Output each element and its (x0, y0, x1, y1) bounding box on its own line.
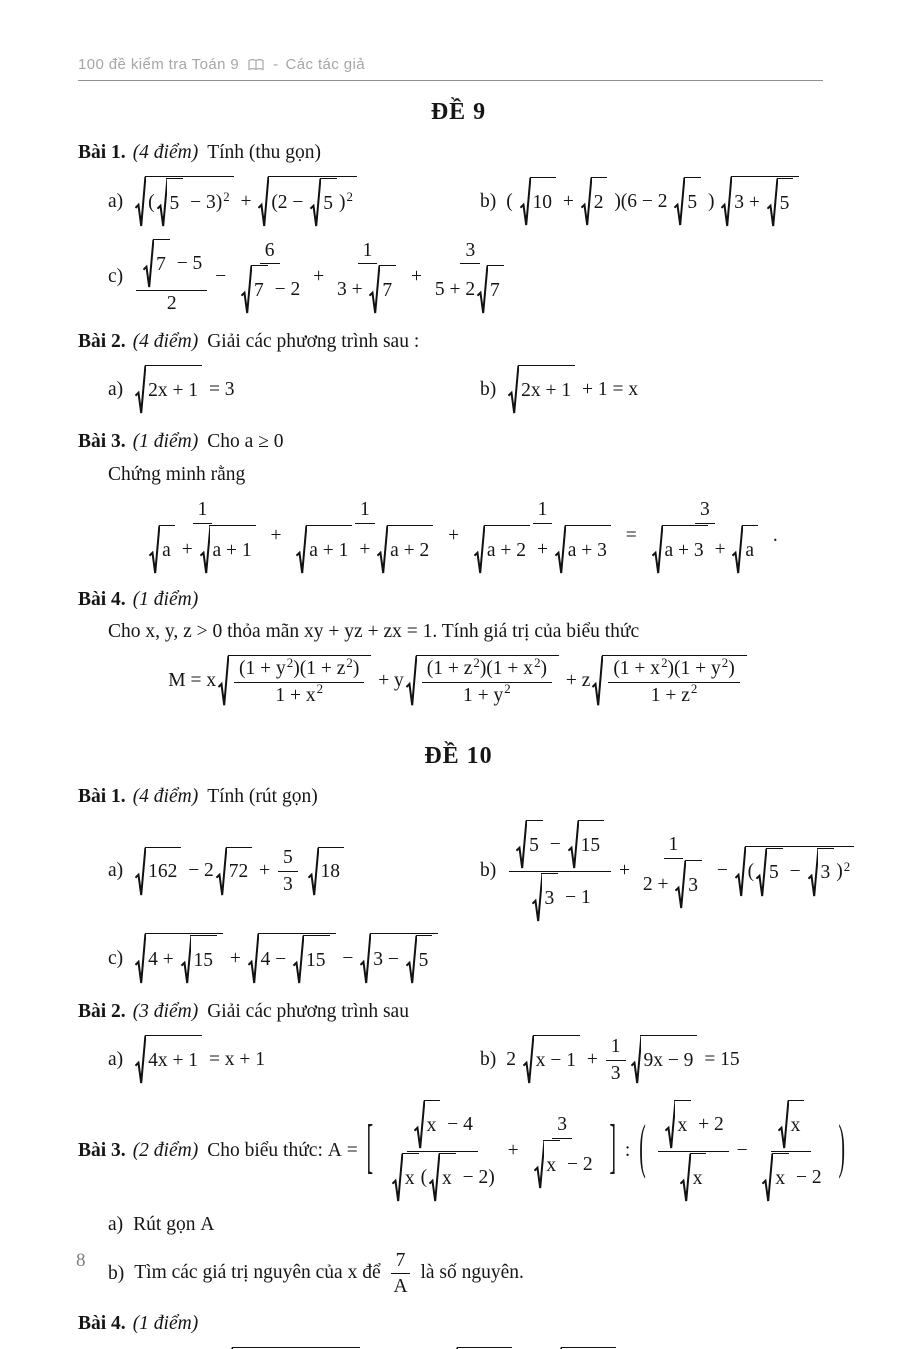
fraction: 1 a + 1 + a + 2 (289, 498, 440, 574)
text-line: Cho x, y, z > 0 thỏa mãn xy + yz + zx = 1. Tính giá trị của biểu thức (108, 621, 640, 643)
fraction: $\frac{1}{3}$ (606, 1035, 626, 1085)
part-label: c) (108, 265, 124, 287)
problem (78, 1313, 839, 1349)
problem (78, 1000, 839, 1085)
part-expression: ( 5 − 3) 2 + (2 − 5 ) 2 (133, 176, 359, 228)
sqrt-radical: a (732, 525, 758, 575)
sqrt-radical: 5 (157, 178, 184, 228)
superscript: 2 (721, 656, 729, 671)
problem-header (78, 430, 839, 454)
superscript: 2 (661, 656, 668, 671)
problem-points: (1 điểm) (132, 431, 199, 453)
sqrt-radical: a + 3 (555, 525, 611, 575)
superscript: 2 (346, 656, 353, 671)
problem-parts-row (78, 1249, 839, 1299)
sqrt-radical: 7 (143, 239, 170, 289)
part-expression: 7 − 5 2 − 6 7 − 2 + 1 3 + 7 + 3 5 + 2 7 (133, 239, 514, 315)
problem-parts-row (78, 933, 839, 985)
sqrt-radical: 5 (767, 178, 794, 228)
text-line: Chứng minh rằng (108, 464, 246, 486)
big-delimiter: ] (609, 1116, 617, 1182)
test-section (78, 742, 851, 1349)
problem-part (108, 1035, 480, 1085)
problem-label: Bài 1. (78, 786, 126, 808)
problem-intro: Giải các phương trình sau : (207, 330, 420, 352)
sqrt-radical: 3 (675, 860, 702, 910)
problem-intro: Cho a ≥ 0 (207, 430, 284, 452)
header-separator: - (273, 56, 279, 73)
fraction: 3 x − 2 (527, 1113, 598, 1189)
superscript: 2 (690, 682, 698, 697)
problem-label: Bài 4. (78, 1313, 126, 1335)
sqrt-radical: 3 − 5 (360, 933, 438, 985)
sqrt-radical: 4 − 15 (248, 933, 336, 985)
sqrt-radical: a + 2 (377, 525, 433, 575)
sqrt-radical: 7 (241, 265, 268, 315)
sqrt-radical: 3 + 5 (721, 176, 799, 228)
part-label: b) (480, 860, 497, 882)
problem-parts-row (78, 1035, 839, 1085)
part-label: a) (108, 1049, 124, 1071)
problem-part (108, 1213, 214, 1237)
problem-intro: Tính (thu gọn) (207, 142, 321, 163)
problem-header (78, 330, 839, 354)
superscript: 2 (473, 656, 480, 671)
problem-part (108, 933, 440, 985)
sqrt-radical: 7 (477, 265, 504, 315)
fraction: 5 − 15 3 − 1 (509, 820, 611, 922)
problem-part (108, 846, 480, 896)
fraction: 1 a + a + 1 (142, 498, 262, 574)
problem-label: Bài 1. (78, 142, 126, 164)
problem (78, 785, 851, 985)
problem (78, 589, 839, 707)
sqrt-radical: x (429, 1153, 456, 1203)
part-expression: Tìm các giá trị nguyên của x để $\frac{7}{A}$ là số nguyên. (134, 1249, 524, 1298)
problem-parts-row (78, 820, 851, 922)
part-expression: 2x + 1 + 1 = x (506, 365, 638, 415)
fraction: x + 2 x (658, 1100, 729, 1202)
problem (78, 430, 839, 574)
sqrt-radical: 10 (520, 177, 556, 227)
sqrt-radical: a (149, 525, 175, 575)
book-title: 100 đề kiểm tra Toán 9 (78, 56, 240, 73)
sqrt-radical: 162 (135, 847, 181, 897)
sqrt-radical (218, 655, 371, 707)
test-title: ĐỀ 10 (424, 742, 493, 769)
problem (78, 141, 839, 315)
problem-parts-row (78, 239, 839, 315)
sqrt-radical: 2x + 1 (135, 365, 202, 415)
sqrt-radical: x (680, 1153, 707, 1203)
problem-points: (1 điểm) (132, 1313, 199, 1335)
fraction: 6 7 − 2 (234, 239, 305, 315)
part-expression: ( 10 + 2 )(6 − 2 5 ) 3 + 5 (506, 176, 801, 228)
sqrt-radical: 5 (516, 820, 543, 870)
sqrt-radical: 5 (756, 848, 783, 898)
sqrt-radical: 5 (406, 935, 433, 985)
equation-line (78, 498, 839, 574)
problem-header (78, 1313, 839, 1335)
sqrt-radical: a + 1 (200, 525, 256, 575)
problem-intro: Cho biểu thức: A = [ x − 4 x ( x − 2) + 3 x − 2 ] : ( x + 2 x − x x − 2 ) (207, 1100, 849, 1202)
big-delimiter: ( (639, 1116, 646, 1182)
fraction: 1 3 + 7 (332, 239, 403, 315)
sqrt-radical (592, 655, 746, 707)
problem-points: (4 điểm) (132, 142, 199, 164)
sqrt-radical: (2 − 5 ) 2 (258, 176, 357, 228)
part-expression: 4 + 15 + 4 − 15 − 3 − 5 (133, 933, 440, 985)
problem-part (108, 176, 480, 228)
sqrt-radical: 18 (308, 847, 344, 897)
part-label: a) (108, 860, 124, 882)
sqrt-radical: a + 1 (296, 525, 352, 575)
sqrt-radical: x (778, 1100, 805, 1150)
problem-label: Bài 2. (78, 331, 126, 353)
problem (78, 330, 839, 415)
problem-intro: Giải các phương trình sau (207, 1001, 409, 1022)
test-title: ĐỀ 9 (430, 99, 487, 125)
problem-intro: Tính (rút gọn) (207, 785, 318, 807)
fraction: (1 + x 2 )(1 + y 2 ) 1 + z 2 (608, 657, 739, 707)
part-label: b) (480, 191, 497, 213)
part-label: a) (108, 191, 124, 213)
problem-part (108, 365, 480, 415)
problem-part (480, 365, 638, 415)
sqrt-radical: 15 (568, 820, 604, 870)
sqrt-radical: 15 (293, 935, 329, 985)
big-delimiter: ) (838, 1116, 846, 1182)
problem-parts-row (78, 176, 839, 228)
sqrt-radical: x (665, 1100, 692, 1150)
fraction: (1 + z 2 )(1 + x 2 ) 1 + y 2 (422, 657, 552, 707)
problem-header (78, 785, 839, 809)
part-expression: 4x + 1 = x + 1 (133, 1035, 265, 1085)
problem-points: (4 điểm) (132, 331, 199, 353)
page-number: 8 (76, 1250, 86, 1271)
sqrt-radical: 9x − 9 (631, 1035, 698, 1085)
sqrt-radical: x (414, 1100, 441, 1150)
superscript: 2 (286, 656, 294, 671)
sqrt-radical: 2 (581, 177, 608, 227)
problem-parts-row (78, 1213, 839, 1237)
problem-label: Bài 3. (78, 431, 126, 453)
problem-points: (2 điểm) (132, 1140, 199, 1162)
open-book-icon (248, 58, 264, 72)
sqrt-radical: a + 3 (652, 525, 708, 575)
part-expression: 162 − 2 72 + $\frac{5}{3}$ 18 (133, 846, 346, 896)
sqrt-radical: x (534, 1140, 561, 1190)
sqrt-radical: x − 1 (523, 1035, 580, 1085)
superscript: 2 (843, 859, 851, 874)
fraction: 7 − 5 2 (136, 239, 207, 315)
superscript: 2 (534, 656, 541, 671)
problem-part (480, 1035, 740, 1085)
sqrt-radical: 4x + 1 (135, 1035, 202, 1085)
sqrt-radical: 15 (181, 935, 217, 985)
sqrt-radical: 2x + 1 (508, 365, 575, 415)
problem-part (108, 239, 514, 315)
problem-part (108, 1249, 524, 1299)
sqrt-radical: a + 2 (474, 525, 530, 575)
big-delimiter: [ (366, 1116, 374, 1182)
fraction: $\frac{7}{A}$ (388, 1249, 412, 1299)
problem-part (480, 176, 801, 228)
fraction: $\frac{5}{3}$ (278, 846, 298, 896)
fraction: x x − 2 (755, 1100, 826, 1202)
sqrt-radical (406, 655, 559, 707)
sqrt-radical: 72 (216, 847, 252, 897)
part-expression: Rút gọn A (133, 1214, 215, 1236)
problem-points: (4 điểm) (132, 786, 199, 808)
sqrt-radical: x (762, 1153, 789, 1203)
problem-label: Bài 4. (78, 589, 126, 611)
part-expression: 2x + 1 = 3 (133, 365, 234, 415)
superscript: 2 (316, 682, 324, 697)
problem-header (78, 589, 839, 611)
part-label: c) (108, 948, 124, 970)
equation-line (78, 655, 839, 707)
test-section (78, 99, 839, 707)
page-header (78, 56, 823, 81)
sqrt-radical: x (392, 1153, 419, 1203)
sqrt-radical: ( 5 − 3) 2 (135, 176, 234, 228)
part-label: a) (108, 379, 124, 401)
fraction: 1 a + 2 + a + 3 (467, 498, 618, 574)
fraction: x − 4 x ( x − 2) (385, 1100, 500, 1202)
fraction: (1 + y 2 )(1 + z 2 ) 1 + x 2 (234, 657, 364, 707)
problem-points: (1 điểm) (132, 589, 199, 611)
problem-points: (3 điểm) (132, 1001, 199, 1023)
sqrt-radical: 7 (369, 265, 396, 315)
problem-header (78, 1100, 846, 1202)
sqrt-radical: 5 (310, 178, 337, 228)
fraction: 3 5 + 2 7 (430, 239, 511, 315)
part-label: b) (480, 379, 497, 401)
part-expression: 2 x − 1 + $\frac{1}{3}$ 9x − 9 = 15 (506, 1036, 740, 1084)
problem-part (480, 820, 856, 922)
superscript: 2 (504, 682, 511, 697)
equation: 1 a + a + 1 + 1 a + 1 + a + 2 + 1 a + 2 + a + 3 = 3 a + 3 + a . (139, 498, 778, 574)
fraction: 1 2 + 3 (638, 833, 709, 909)
sqrt-radical: ( 5 − 3 ) 2 (735, 846, 854, 898)
sqrt-radical: 5 (674, 177, 701, 227)
problem-label: Bài 2. (78, 1001, 126, 1023)
problem-header (78, 141, 839, 165)
problem-parts-row (78, 365, 839, 415)
equation: M = x (1 + y 2 )(1 + z 2 ) 1 + x 2 + y (1 + z 2 )(1 + x 2 ) 1 + y 2 + z (1 + x 2 )(1 + y 2 ) 1 + z 2 (168, 655, 748, 707)
part-label: a) (108, 1214, 124, 1236)
part-label: b) (480, 1049, 497, 1071)
superscript: 2 (346, 190, 353, 205)
sqrt-radical: 3 (808, 848, 835, 898)
sqrt-radical: 4 + 15 (135, 933, 223, 985)
book-authors: Các tác giả (285, 56, 365, 73)
superscript: 2 (223, 190, 230, 205)
part-expression: 5 − 15 3 − 1 + 1 2 + 3 − ( 5 − 3 ) 2 (506, 820, 856, 922)
problem (78, 1100, 846, 1298)
problem-header (78, 1000, 839, 1024)
problem-label: Bài 3. (78, 1140, 126, 1162)
part-label: b) (108, 1262, 125, 1284)
sqrt-radical: 3 (532, 873, 559, 923)
document-content (78, 99, 851, 1349)
fraction: 3 a + 3 + a (645, 498, 765, 574)
